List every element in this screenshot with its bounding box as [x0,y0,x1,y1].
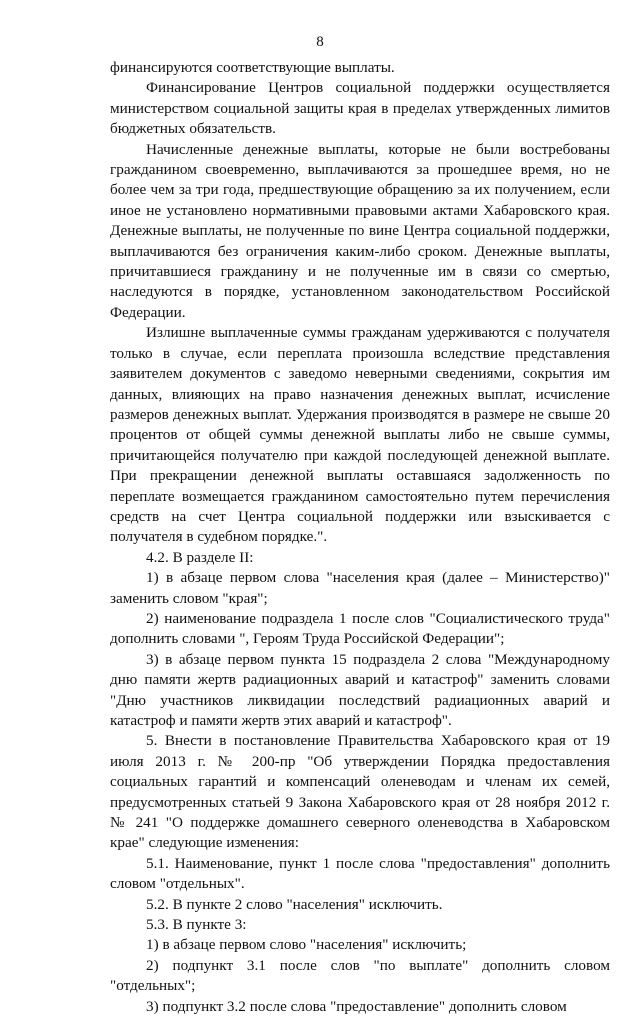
paragraph: 2) подпункт 3.1 после слов "по выплате" дополнить словом "отдельных"; [110,956,610,995]
paragraph: 5.2. В пункте 2 слово "населения" исключить. [146,895,443,913]
paragraph: 5.3. В пункте 3: [146,916,247,934]
paragraph: 2) наименование подраздела 1 после слов "Социалистического труда" дополнить словами ", Героям Труда Российской Федерации"; [110,609,610,648]
paragraph: 1) в абзаце первом слово "населения" исключить; [146,936,467,954]
paragraph: 1) в абзаце первом слова "населения края (далее – Министерство)" заменить словом "края"; [110,569,610,607]
page-number: 8 [316,34,324,50]
paragraph: 3) подпункт 3.2 после слова "предоставление" дополнить словом [146,997,567,1015]
paragraph: Излишне выплаченные суммы гражданам удерживаются с получателя только в случае, если переплата произошла вследствие представления заявителем документов с заведомо неверными сведениями, сокрытия им данных, влияющих на право назначения денежных выплат, исчисление размеров денежных выплат. Удержания производятся в размере не свыше 20 процентов от общей суммы денежной выплаты либо не свыше суммы, причитающейся получателю при каждой последующей денежной выплате. При прекращении денежной выплаты оставшаяся задолженность по переплате возмещается гражданином самостоятельно путем перечисления средств на счет Центра социальной поддержки или взыскивается с получателя в судебном порядке.". [110,324,610,546]
document-body [110,58,610,1017]
paragraph: 3) в абзаце первом пункта 15 подраздела 2 слова "Международному дню памяти жертв радиационных аварий и катастроф" заменить словами "Дню участников ликвидации последствий радиационных аварий и катастроф и памяти жертв этих аварий и катастроф". [110,650,610,729]
paragraph: финансируются соответствующие выплаты. [110,59,395,76]
paragraph: 5.1. Наименование, пункт 1 после слова "предоставления" дополнить словом "отдельных". [110,854,610,893]
paragraph: 4.2. В разделе II: [146,548,254,566]
paragraph: Начисленные денежные выплаты, которые не были востребованы гражданином своевременно, выплачиваются за прошедшее время, но не более чем за три года, предшествующие обращению за их получением, если иное не установлено нормативными правовыми актами Хабаровского края. Денежные выплаты, не полученные по вине Центра социальной поддержки, выплачиваются без ограничения каким-либо сроком. Денежные выплаты, причитавшиеся гражданину и не полученные им в связи со смертью, наследуются в порядке, установленном законодательством Российской Федерации. [110,140,610,321]
paragraph: Финансирование Центров социальной поддержки осуществляется министерством социальной защиты края в пределах утвержденных лимитов бюджетных обязательств. [110,79,610,138]
paragraph: 5. Внести в постановление Правительства Хабаровского края от 19 июля 2013 г. № 200-пр "Об утверждении Порядка предоставления социальных гарантий и компенсаций оленеводам и членам их семей, предусмотренных статьей 9 Закона Хабаровского края от 28 ноября 2012 г. № 241 "О поддержке домашнего северного оленеводства в Хабаровском крае" следующие изменения: [110,732,610,852]
